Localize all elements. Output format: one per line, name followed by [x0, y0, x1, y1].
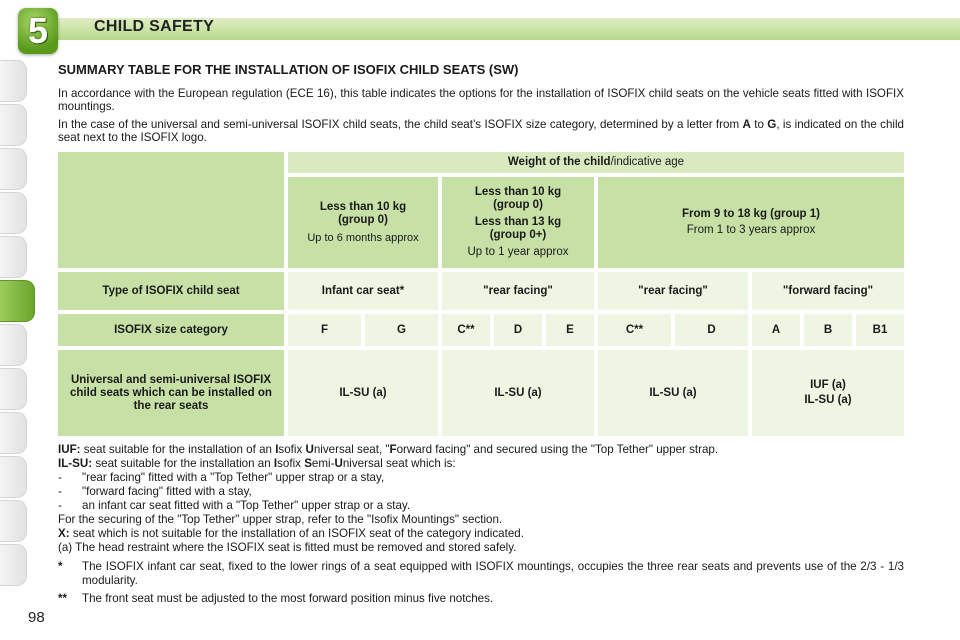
note-ilsu: IL-SU: seat suitable for the installation an Isofix Semi-Universal seat which is:	[58, 457, 456, 470]
type-cell: Infant car seat*	[288, 272, 438, 310]
seat-cell: IL-SU (a)	[442, 350, 594, 436]
intro-section	[58, 62, 904, 149]
type-cell: "rear facing"	[442, 272, 594, 310]
size-cell: F	[288, 314, 361, 346]
footnote-double-star: ** The front seat must be adjusted to the most forward position minus five notches.	[58, 592, 494, 605]
note-securing: For the securing of the "Top Tether" upper strap, refer to the "Isofix Mountings" section.	[58, 513, 503, 526]
chapter-tab[interactable]	[0, 60, 27, 102]
group-cell-1: Less than 10 kg (group 0) Less than 13 kg (group 0+) Up to 1 year approx	[442, 177, 594, 268]
isofix-summary-table	[58, 152, 904, 436]
intro-paragraph-2: In the case of the universal and semi-universal ISOFIX child seats, the child seat’s ISOFIX size category, determined by a letter from A to G, is indicated on the child seat next to the ISOFIX logo.	[58, 118, 904, 144]
chapter-tab[interactable]	[0, 324, 27, 366]
chapter-tab-active[interactable]	[0, 280, 35, 322]
size-cell: E	[546, 314, 594, 346]
list-item: - "forward facing" fitted with a stay,	[58, 485, 252, 498]
list-item: - an infant car seat fitted with a "Top Tether" upper strap or a stay.	[58, 499, 411, 512]
chapter-tabs	[0, 60, 30, 580]
size-cell: A	[752, 314, 800, 346]
list-item: - "rear facing" fitted with a "Top Tether" upper strap or a stay,	[58, 471, 385, 484]
type-cell: "forward facing"	[752, 272, 904, 310]
size-cell: G	[365, 314, 438, 346]
chapter-tab[interactable]	[0, 544, 27, 586]
size-cell: C**	[442, 314, 490, 346]
chapter-title: CHILD SAFETY	[94, 18, 215, 35]
size-cell: B1	[856, 314, 904, 346]
page-number: 98	[28, 609, 45, 626]
row-label-type: Type of ISOFIX child seat	[58, 272, 284, 310]
size-cell: D	[675, 314, 748, 346]
row-label-seats: Universal and semi-universal ISOFIX child seats which can be installed on the rear seats	[58, 350, 284, 436]
row-label-size: ISOFIX size category	[58, 314, 284, 346]
size-cell: D	[494, 314, 542, 346]
weight-header: Weight of the child/indicative age	[288, 152, 904, 173]
chapter-tab[interactable]	[0, 104, 27, 146]
seat-cell-last: IUF (a) IL-SU (a)	[752, 350, 904, 436]
type-cell: "rear facing"	[598, 272, 748, 310]
size-cell: C**	[598, 314, 671, 346]
section-title: SUMMARY TABLE FOR THE INSTALLATION OF ISOFIX CHILD SEATS (SW)	[58, 62, 519, 77]
chapter-tab[interactable]	[0, 368, 27, 410]
seat-cell: IL-SU (a)	[288, 350, 438, 436]
chapter-tab[interactable]	[0, 456, 27, 498]
chapter-tab[interactable]	[0, 412, 27, 454]
table-corner	[58, 152, 284, 268]
size-cell: B	[804, 314, 852, 346]
note-x: X: seat which is not suitable for the installation of an ISOFIX seat of the category indicated.	[58, 527, 524, 540]
chapter-number: 5	[27, 10, 49, 51]
chapter-badge	[18, 8, 58, 54]
note-iuf: IUF: seat suitable for the installation of an Isofix Universal seat, "Forward facing" and secured using the "Top Tether" upper strap.	[58, 443, 719, 456]
note-a: (a) The head restraint where the ISOFIX seat is fitted must be removed and stored safely.	[58, 541, 517, 554]
chapter-tab[interactable]	[0, 500, 27, 542]
group-cell-0: Less than 10 kg (group 0) Up to 6 months approx	[288, 177, 438, 268]
seat-cell: IL-SU (a)	[598, 350, 748, 436]
intro-paragraph-1: In accordance with the European regulation (ECE 16), this table indicates the options for the installation of ISOFIX child seats on the vehicle seats fitted with ISOFIX mountings.	[58, 87, 904, 113]
chapter-tab[interactable]	[0, 236, 27, 278]
chapter-tab[interactable]	[0, 192, 27, 234]
chapter-tab[interactable]	[0, 148, 27, 190]
notes-section	[58, 443, 904, 606]
group-cell-2: From 9 to 18 kg (group 1) From 1 to 3 years approx	[598, 177, 904, 268]
footnote-star: * The ISOFIX infant car seat, fixed to the lower rings of a seat equipped with ISOFIX mountings, occupies the three rear seats and prevents use of the 2/3 - 1/3 modularity.	[58, 560, 904, 587]
